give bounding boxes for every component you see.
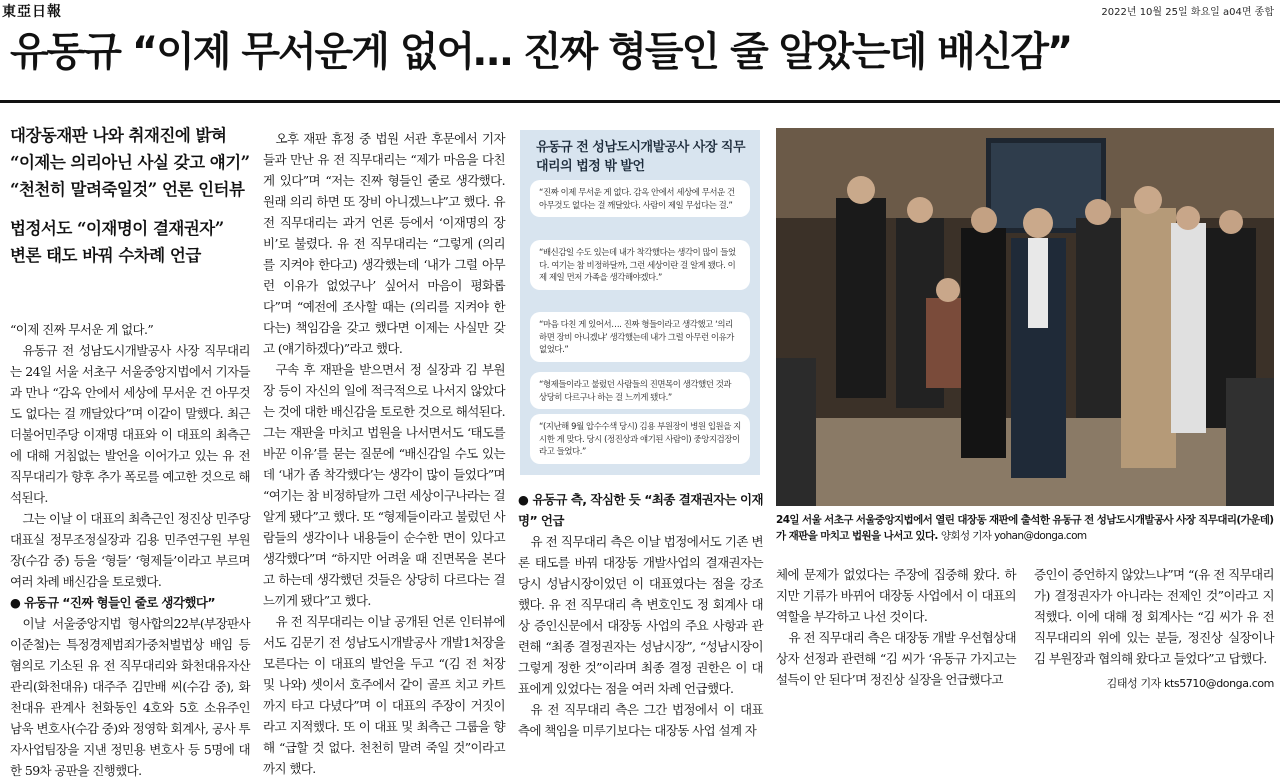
article-column-2: [263, 128, 505, 779]
article-paragraph: 구속 후 재판을 받으면서 정 실장과 김 부원장 등이 자신의 일에 적극적으로 나서지 않았다는 것에 대한 배신감을 토로한 것으로 해석된다. 그는 재판을 마치고 법원을 나서면서도 ‘태도를 바꾼 이유’를 묻는 질문에 “배신감일 수도 있는데 ‘내가 좀 착각했다’는 생각이 많이 들었다”며 “여기는 참 비정하달까 그런 세상이구나라는 걸 알게 됐다”고 했다. 또 “형제들이라고 불렀던 사람들의 생각이나 내용들이 순수한 면이 있다고 생각했다”며 “하지만 어려울 때 진면목을 본다고 하는데 생각했던 것들은 상당히 다르다는 걸 느끼게 됐다”고 했다.: [263, 362, 505, 608]
subhead-line: 법정서도 “이재명이 결재권자”: [10, 219, 224, 238]
article-paragraph: 유 전 직무대리 측은 이날 법정에서도 기존 변론 태도를 바꿔 대장동 개발사업의 결재권자는 당시 성남시장이었던 이 대표였다는 점을 강조했다. 유 전 직무대리 측 변호인도 정 회계사 대상 증인신문에서 대장동 사업의 주요 사항과 관련해 “최종 결정권자는 성남시장”, “성남시장이 그렇게 정한 것”이라며 최종 결정 권한은 이 대표에게 있었다는 점을 여러 차례 언급했다.: [518, 534, 763, 696]
article-column-4: [776, 564, 1016, 690]
news-photo: [776, 128, 1274, 506]
article-paragraph: 그는 이날 이 대표의 최측근인 정진상 민주당 대표실 정무조정실장과 김용 민주연구원 부원장(수감 중) 등을 ‘형들’ ‘형제들’이라고 부르며 여러 차례 배신감을 토로했다.: [10, 511, 250, 589]
article-paragraph: 유동규 전 성남도시개발공사 사장 직무대리는 24일 서울 서초구 서울중앙지법에서 기자들과 만나 “감옥 안에서 세상에 무서운 건 아무것도 없다는 걸 깨달았다”며 이같이 말했다. 최근 더불어민주당 이재명 대표와 이 대표의 최측근에 대해 거침없는 발언을 이어가고 있는 유 전 직무대리가 향후 추가 폭로를 예고한 것으로 해석된다.: [10, 343, 250, 505]
subhead-line: “천천히 말려죽일것” 언론 인터뷰: [10, 180, 245, 199]
article-paragraph: 이날 서울중앙지법 형사합의22부(부장판사 이준철)는 특정경제범죄가중처벌법상 배임 등 혐의로 기소된 유 전 직무대리와 화천대유자산관리(화천대유) 대주주 김만배 씨(수감 중), 화천대유 관계사 천화동인 4호와 5호 소유주인 남욱 변호사(수감 중)와 정영학 회계사, 공사 투자사업팀장을 지낸 정민용 변호사 등 5명에 대한 59차 공판을 진행했다.: [10, 616, 250, 778]
article-paragraph: 유 전 직무대리는 이날 공개된 언론 인터뷰에서도 김문기 전 성남도시개발공사 개발1처장을 모른다는 이 대표의 발언을 두고 “(김 전 처장 및 나와) 셋이서 호주에서 같이 골프 치고 카트까지 타고 다녔다”며 이 대표의 주장이 거짓이라고 지적했다. 또 이 대표 및 최측근 그룹을 향해 “급할 것 없다. 천천히 말려 죽일 것”이라고까지 했다.: [263, 614, 505, 776]
section-heading: ● 유동규 “진짜 형들인 줄로 생각했다”: [10, 595, 215, 610]
headline: 유동규 “이제 무서운게 없어… 진짜 형들인 줄 알았는데 배신감”: [10, 29, 1072, 75]
article-column-3: [518, 489, 763, 741]
lead-quote: “이제 진짜 무서운 게 없다.”: [10, 322, 154, 337]
article-paragraph: 오후 재판 휴정 중 법원 서관 후문에서 기자들과 만난 유 전 직무대리는 “제가 마음을 다친게 있다”며 “저는 진짜 형들인 줄로 생각했다. 원래 의리 하면 또 장비 아니겠느냐”고 했다. 유 전 직무대리는 과거 언론 등에서 ‘이재명의 장비’로 불렸다. 유 전 직무대리는 “그렇게 (의리를 지켜야 한다고) 생각했는데 ‘내가 그럴 아무런 이유가 없었구나’ 싶어서 마음이 평화롭다”며 “예전에 조사할 때는 (의리를 지켜야 한다는) 책임감을 갖고 했다면 이제는 사실만 갖고 (얘기하겠다)”라고 했다.: [263, 131, 505, 356]
sidebox-title: 유동규 전 성남도시개발공사 사장 직무대리의 법정 밖 발언: [536, 140, 746, 174]
subhead-line: 대장동재판 나와 취재진에 밝혀: [10, 126, 227, 145]
headline-rule: [0, 100, 1280, 103]
quote-bubble: “마음 다친 게 있어서…. 진짜 형들이라고 생각했고 ‘의리 하면 장비 아니겠냐’ 생각했는데 내가 그럴 아무런 이유가 없었다.”: [530, 312, 750, 362]
subhead-line: “이제는 의리아닌 사실 갖고 얘기”: [10, 153, 250, 172]
quote-bubble: “배신감일 수도 있는데 내가 착각했다는 생각이 많이 들었다. 여기는 참 비정하달까, 그런 세상이란 걸 알게 됐다. 이제 제일 먼저 가족을 생각해야겠다.”: [530, 240, 750, 290]
newspaper-logo: 東亞日報: [2, 4, 62, 20]
article-paragraph: 체에 문제가 없었다는 주장에 집중해 왔다. 하지만 기류가 바뀌어 대장동 사업에서 이 대표의 역할을 부각하고 나선 것이다.: [776, 567, 1016, 624]
quote-bubble: “형제들이라고 불렀던 사람들의 진면목이 생각했던 것과 상당히 다르구나 하는 걸 느끼게 됐다.”: [530, 372, 750, 409]
article-paragraph: 증인이 증언하지 않았느냐”며 “(유 전 직무대리가) 결정권자가 아니라는 전제인 것”이라고 지적했다. 이에 대해 정 회계사는 “김 씨가 유 전 직무대리의 위에 있는 분들, 정진상 실장이나 김 부원장과 협의해 왔다고 들었다”고 답했다.: [1034, 567, 1274, 666]
photo-credit: 양회성 기자 yohan@donga.com: [940, 530, 1087, 542]
masthead: [0, 0, 1280, 18]
subhead-line: 변론 태도 바꿔 수차례 언급: [10, 246, 201, 265]
quote-sidebox: [520, 130, 760, 475]
dateline: 2022년 10월 25일 화요일 a04면 종합: [1101, 7, 1274, 18]
photo-illustration: [776, 128, 1274, 506]
quote-bubble: “(지난해 9월 압수수색 당시) 김용 부원장이 병원 입원을 지시한 게 맞다. 당시 (정진상과 얘기된 사람이) 중앙지검장이라고 들었다.”: [530, 414, 750, 464]
article-column-1: [10, 319, 250, 781]
article-paragraph: 유 전 직무대리 측은 그간 법정에서 이 대표 측에 책임을 미루기보다는 대장동 사업 설계 자: [518, 702, 763, 738]
photo-caption: [776, 512, 1274, 544]
subheads: [10, 122, 250, 269]
article-column-5: [1034, 564, 1274, 694]
caption-text: 24일 서울 서초구 서울중앙지법에서 열린 대장동 재판에 출석한 유동규 전 성남도시개발공사 사장 직무대리(가운데)가 재판을 마치고 법원을 나서고 있다.: [776, 514, 1274, 542]
section-heading: ● 유동규 측, 작심한 듯 “최종 결재권자는 이재명” 언급: [518, 492, 763, 528]
quote-bubble: “진짜 이제 무서운 게 없다. 감옥 안에서 세상에 무서운 건 아무것도 없다는 걸 깨달았다. 사람이 제일 무섭다는 걸.”: [530, 180, 750, 217]
byline: 김태성 기자 kts5710@donga.com: [1106, 677, 1274, 690]
article-paragraph: 유 전 직무대리 측은 대장동 개발 우선협상대상자 선정과 관련해 “김 씨가 ‘유동규 가지고는 설득이 안 된다’며 정진상 실장을 언급했다고: [776, 630, 1016, 687]
